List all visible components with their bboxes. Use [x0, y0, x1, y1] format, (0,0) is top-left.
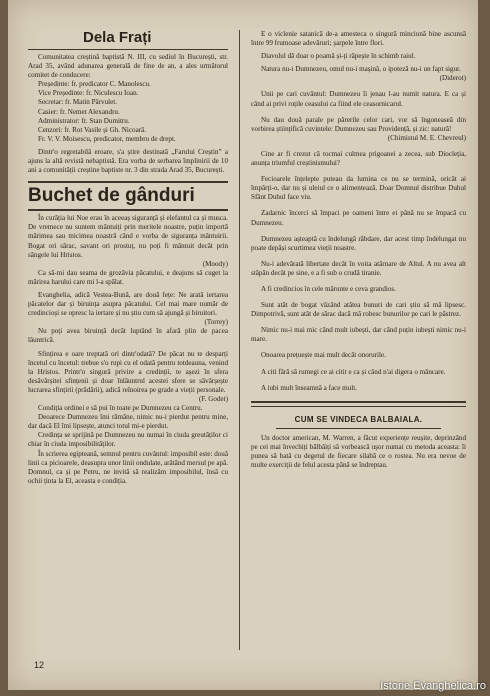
spacer: [251, 377, 466, 384]
frati-correction: Dintr'o regretabilă eroare, s'a știre destinată „Farului Creștin” a ajuns la altă revistă nebaptistă. Era vorba de serbarea împlinirii de 10 ani a comunității creștine baptiste nr. 3 din strada Arad 35, București.: [28, 147, 228, 175]
right-column: [251, 30, 466, 470]
frati-intro: Comunitatea creștină baptistă N. III, cu sediul în București, str. Arad 35, având adunarea generală de fine de an, a ales următorul comitet de conducere:: [28, 53, 228, 80]
spacer: [251, 253, 466, 260]
quote-text: Nu-i adevărată libertate decât în voita atârnare de Altul. A nu avea alt stăpân decât pe sine, e a fi sub o crudă tiranie.: [251, 259, 466, 277]
board-member: Casier: fr. Nemet Alexandru.: [38, 107, 120, 116]
box-title-underline: [276, 428, 441, 429]
quote-author: (Torrey): [204, 318, 228, 327]
board-member: Administrator: fr. Stan Dumitru.: [38, 116, 130, 125]
quote-text: E o viclenie satanică de-a amesteca o singură minciună bine ascunsă între 99 frumoase adevăruri; șarpele între flori.: [251, 30, 466, 48]
title-rule: [28, 49, 228, 50]
board-member: Vice Președinte: fr. Niculescu Ioan.: [38, 89, 139, 98]
quote-text: Nu dau două parale pe părerile celor cari, vor să îngoneaseă din vorbirea științifică cuvintele: Dumnezeu sau Providență, și zic: natură!: [251, 115, 466, 133]
board-member: Fr. V. V. Moisescu, predicator, membru de drept.: [38, 134, 176, 143]
quote-text: Dumnezeu așteaptă cu îndelungă răbdare, dar acest timp îndelungat nu poate depăși scurtimea vieții noastre.: [251, 234, 466, 252]
spacer: [251, 278, 466, 285]
spacer: [251, 168, 466, 175]
quote-text: Credința se sprijină pe Dumnezeu nu numai în ciuda greutăților ci chiar în ciuda imposibilităților.: [28, 431, 228, 449]
page-number: 12: [34, 660, 45, 670]
quote-text: A citi fără să rumegi ce ai citit e ca și când n'ai digera o mâncare.: [261, 367, 446, 376]
spacer: [251, 109, 466, 116]
quote-text: Fecioarele înțelepte puteau da lumina ce nu se termină, oricât ai împărți-o, dar nu și uleiul ce o alimentează. Doar Domnul distribue Duhul Sfânt Duhul face viu.: [251, 175, 466, 202]
spacer: [251, 344, 466, 351]
spacer: [251, 361, 466, 368]
spacer: [251, 228, 466, 235]
spacer: [251, 83, 466, 90]
quote-text: Nimic nu-i mai mic când mult iubești, dar când puțin iubești nimic nu-i mare.: [251, 326, 466, 344]
quote-author: (Chimistul M. E. Chevreul): [387, 133, 466, 142]
magazine-page: [8, 0, 478, 690]
quote-text: Cine ar fi crezut că tocmai culmea prigoanei a zecea, sub Diocleția, anunța triumful creștinismului?: [251, 149, 466, 168]
quote-text: A fi credincios în cele mărunte e ceva grandios.: [261, 284, 396, 293]
board-member: Cenzori: fr. Rot Vasile și Gh. Nicoară.: [38, 125, 147, 134]
board-list: [28, 80, 228, 144]
quote-text: Evanghelia, adică Vestea-Bună, are două fețe: Ne arată iertarea păcatelor dar și biruința asupra păcatului. Cel mai mare număr de credincioși se opresc la iertare și nu știu cum să ajungă și biruitori.: [28, 290, 228, 318]
box-title: CUM SE VINDECA BALBAIALA.: [294, 414, 423, 424]
quote-text: Zadarnic încerci să împaci pe oameni între ei până nu se împacă cu Dumnezeu.: [251, 209, 466, 227]
board-member: Președinte: fr. predicator C. Manolescu.: [38, 80, 151, 89]
quote-text: Condiția ordinei e să pui în toate pe Dumnezeu ca Centru.: [38, 404, 203, 413]
spacer: [251, 294, 466, 301]
box-rule: [251, 406, 466, 407]
box-rule: [251, 401, 466, 403]
spacer: [251, 202, 466, 209]
quote-author: (Diderot): [439, 74, 466, 83]
left-column: [28, 30, 228, 486]
section-title-buchet: Buchet de gânduri: [28, 185, 195, 207]
quote-text: În scrierea egipteană, semnul pentru cuvântul: imposibil este: două linii ca picioarele, deasupra unor linii ondulate, arătând mersul pe apă. Domnul, ca și pe Petru, ne invită să realizăm imposibilul, însă cu ochii ținta la El, aceasta e condiția.: [28, 449, 228, 485]
section-rule: [28, 209, 228, 211]
quote-text: Diavolul dă doar o poamă și-ți răpește în schimb raiul.: [261, 52, 416, 61]
quote-text: Onoarea prețuește mai mult decât onorurile.: [261, 351, 386, 360]
quote-text: Unii pe cari cuvântul: Dumnezeu îi jenau l-au numit natura. E ca și când ai privi roțile ceasului ca fiind ele ceasornicarul.: [251, 90, 466, 108]
column-divider: [239, 30, 240, 650]
spacer: [251, 143, 466, 150]
board-member: Secretar: fr. Matin Pârvulet.: [38, 98, 117, 107]
quote-text: A iubi mult înseamnă a face mult.: [261, 383, 357, 392]
section-title-dela-frati: Dela Frați: [83, 29, 152, 46]
quote-text: Nu poți avea biruință decât luptând în afară plin de pacea lăuntrică.: [28, 327, 228, 345]
section-rule: [28, 181, 228, 183]
box-text: Un doctor american, M. Warren, a făcut experiențe reușite, deprinzând pe cei mai învechiți bâlbâiți să vorbească ușor numai cu metoda aceasta: îi punea să bată cu degetul de fiecare silabă ce o rostea. Nu era nevoe de multe exerciții de felul acesta până se îndreptau.: [251, 433, 466, 470]
quote-text: Ca să-mi dau seama de grozăvia păcatului, e deajuns să cuget la mărirea harului care mi l-a spălat.: [28, 268, 228, 286]
spacer: [251, 319, 466, 326]
quote-text: Sfințirea e oare treptată ori dintr'odată? De păcat nu te desparți încetul cu încetul: trebue s'o rupi cu el odată pentru totdeauna, venind la Hristos. Printr'o singură privire a credinții, te așezi în sfera desăvârșitei sfințenii și doar înlăuntrul acestei sfere se săvârșește lucrarea sfințirii (prădării), adică reînoirea pe grade a vieții personale.: [28, 349, 228, 394]
quote-text: În curăția lui Noe erau în aceeaș siguranță și elefantul ca și musca. De vremece nu suntem mântuiți prin meritele noastre, puțin importă mărimea sau micimea noastră când e vorba de siguranța mântuirii. Bogat ori sărac, savant ori prostuț, nu poți fi mântuit decât prin sângele lui Hristos.: [28, 214, 228, 259]
quote-author: (Moody): [202, 259, 228, 268]
quote-text: Natura nu-i Dumnezeu, omul nu-i mașină, o ipoteză nu-i un fapt sigur.: [261, 65, 461, 74]
quote-text: Deoarece Dumnezeu îmi rămâne, nimic nu-i pierdut pentru mine, dar dacă El îmi lipsește, atunci totul mi-e pierdut.: [28, 413, 228, 431]
quote-author: (F. Godet): [199, 395, 228, 403]
watermark: Istorie Evanghelica.ro: [380, 680, 486, 692]
quote-text: Sunt atât de bogat văzând atâtea bunuri de cari știu să mă lipsesc. Dimpotrivă, sunt atât de sărac dacă mă robesc bunurilor pe cari le păstrez.: [251, 301, 466, 319]
